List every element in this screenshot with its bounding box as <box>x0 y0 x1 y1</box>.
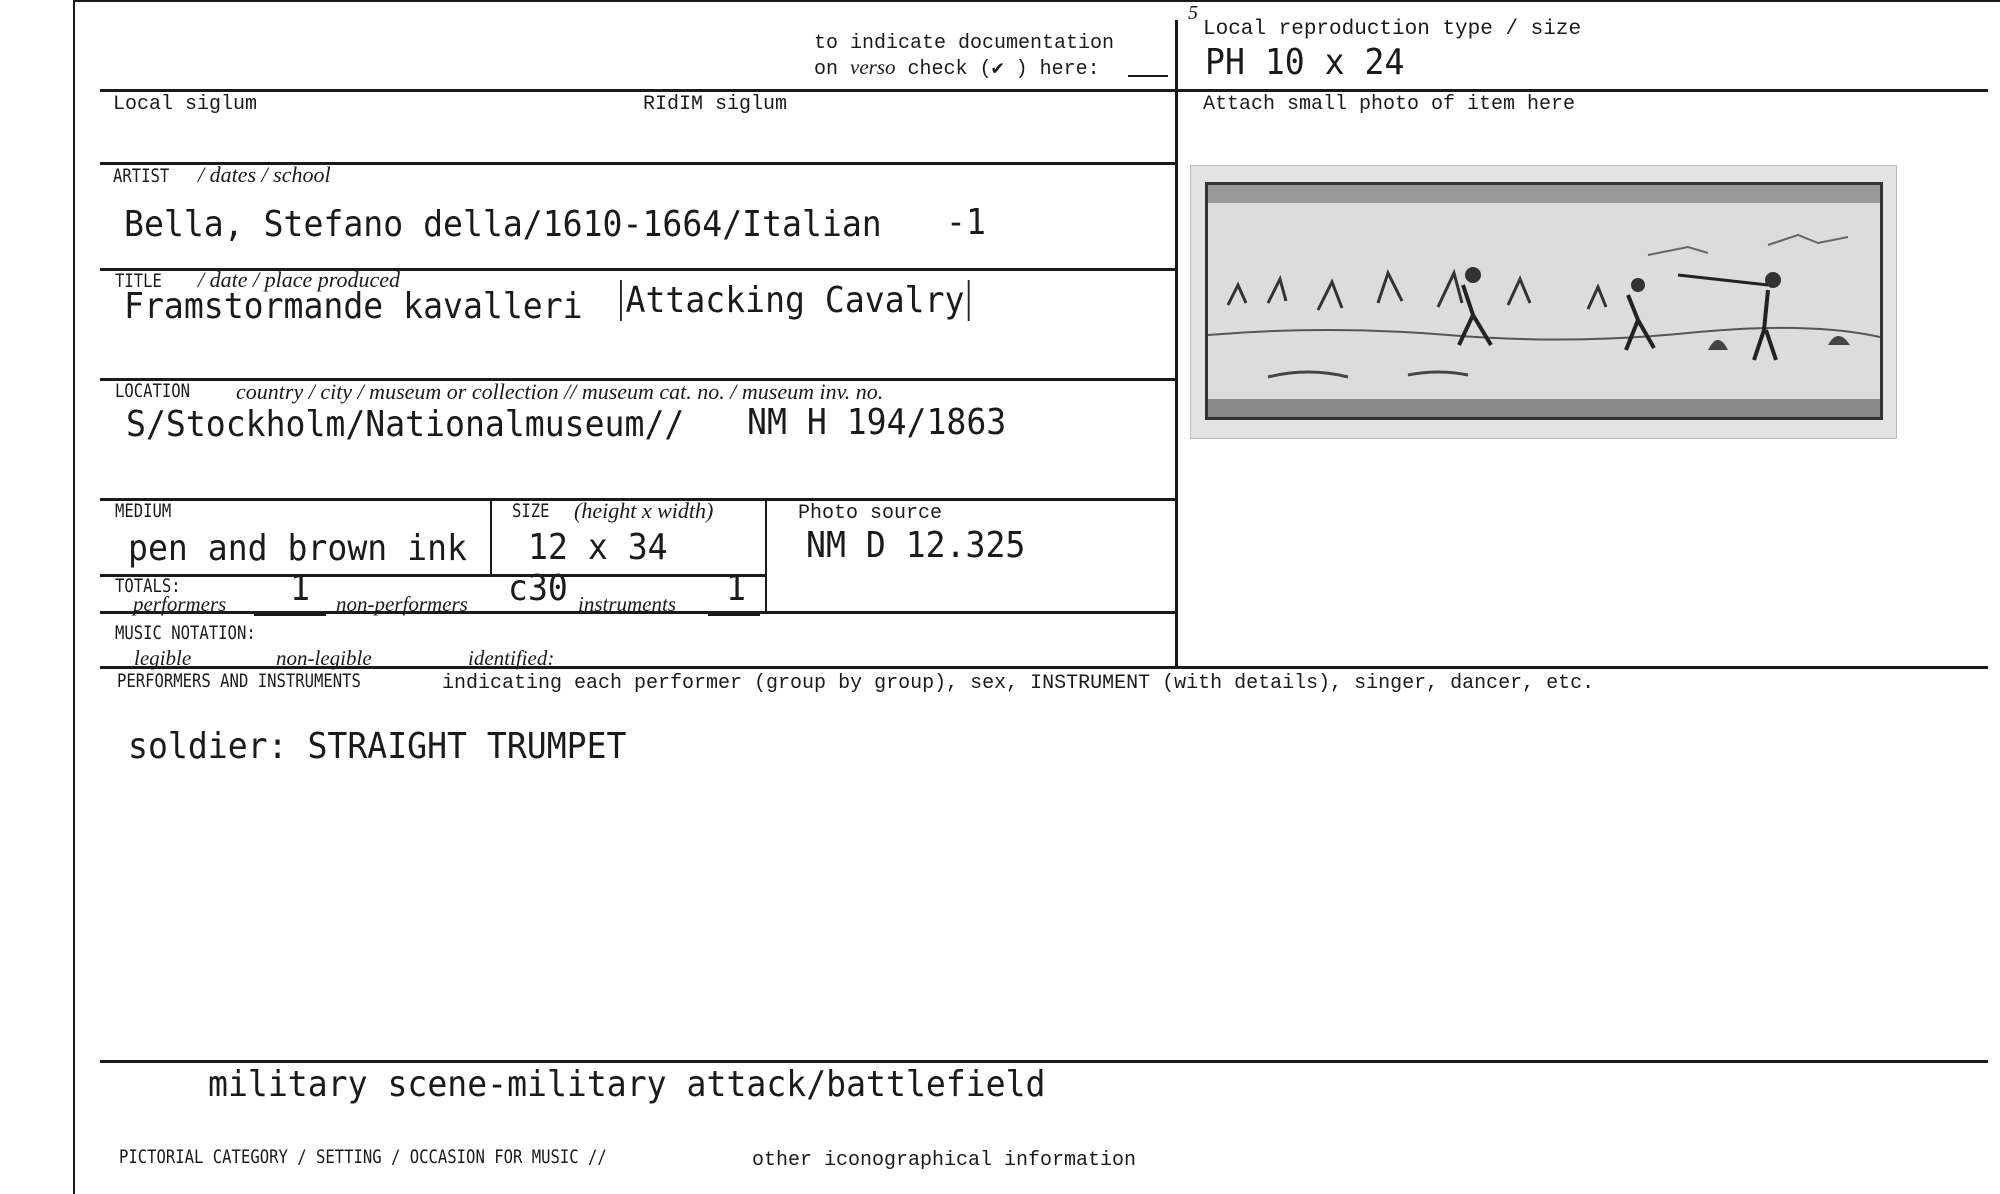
battle-scene-sketch <box>1208 185 1880 417</box>
performers-instruments-desc: indicating each performer (group by group), sex, INSTRUMENT (with details), singer, dancer, etc. <box>442 672 1595 695</box>
totals-label: TOTALS: <box>115 575 181 597</box>
identified-label: identified: <box>468 646 555 670</box>
category-label: PICTORIAL CATEGORY / SETTING / OCCASION FOR MUSIC // <box>119 1146 607 1168</box>
non-performers-label: non-performers <box>336 592 468 616</box>
title-translation-text: Attacking Cavalry <box>625 280 965 321</box>
title-label-caps: TITLE <box>115 270 162 292</box>
title-label-italic: / date / place produced <box>198 267 401 292</box>
location-label <box>115 380 190 402</box>
verso-instruction-line2 <box>814 55 1100 81</box>
location-label-caps: LOCATION <box>115 380 191 402</box>
verso-blank-line[interactable] <box>1128 75 1168 77</box>
column-divider <box>1175 20 1178 666</box>
verso-instruction-line1: to indicate documentation <box>814 32 1115 55</box>
photo-drawing <box>1205 182 1883 420</box>
card-left-border <box>73 0 75 1194</box>
non-performers-value: c30 <box>508 568 568 609</box>
check-mark-icon: ✔ <box>991 58 1004 81</box>
attach-photo-label: Attach small photo of item here <box>1203 93 1576 116</box>
verso-end: ) here: <box>1015 58 1100 81</box>
music-notation-label: MUSIC NOTATION: <box>115 622 256 644</box>
artist-label-caps: ARTIST <box>113 165 170 187</box>
performers-instruments-label: PERFORMERS AND INSTRUMENTS <box>117 670 361 692</box>
rule-medium <box>100 574 765 577</box>
medium-size-divider <box>490 498 492 576</box>
verso-post: check ( <box>907 58 992 81</box>
location-value: S/Stockholm/Nationalmuseum// <box>126 404 685 445</box>
performers-value: 1 <box>290 568 310 609</box>
verso-italic: verso <box>850 55 896 79</box>
repro-value: PH 10 x 24 <box>1205 42 1405 83</box>
photo-source-label: Photo source <box>798 502 943 525</box>
instruments-label: instruments <box>578 592 677 616</box>
artist-label <box>113 165 169 187</box>
card-number: 5 <box>1188 2 1198 24</box>
verso-pre: on <box>814 58 839 81</box>
repro-label <box>1203 18 1581 41</box>
size-label-italic: (height x width) <box>574 498 714 523</box>
title-value: Framstormande kavalleri <box>124 286 583 327</box>
instruments-blank[interactable] <box>708 614 760 616</box>
category-value: military scene-military attack/battlefield <box>208 1064 1046 1105</box>
performers-blank[interactable] <box>254 614 326 616</box>
rule-music <box>100 666 1988 669</box>
repro-label-text: Local reproduction type / size <box>1203 18 1582 41</box>
rule-category <box>100 1060 1988 1063</box>
size-label-caps: SIZE <box>512 500 550 522</box>
title-translation <box>620 280 970 321</box>
ridim-siglum-label: RIdIM siglum <box>643 93 788 116</box>
instruments-value: 1 <box>726 568 746 609</box>
artist-label-italic: / dates / school <box>198 162 331 187</box>
rule-header <box>100 89 1988 92</box>
local-siglum-label: Local siglum <box>113 93 258 116</box>
location-label-italic: country / city / museum or collection // museum cat. no. / museum inv. no. <box>236 379 884 404</box>
category-label-rest: other iconographical information <box>752 1149 1137 1172</box>
size-photo-divider <box>765 498 767 613</box>
artist-value: Bella, Stefano della/1610-1664/Italian <box>124 204 882 245</box>
location-inventory: NM H 194/1863 <box>747 402 1007 443</box>
non-legible-label: non-legible <box>276 646 372 670</box>
photo-source-value: NM D 12.325 <box>806 525 1026 566</box>
item-photo <box>1190 165 1897 439</box>
performers-value: soldier: STRAIGHT TRUMPET <box>128 726 627 767</box>
size-value: 12 x 34 <box>528 527 668 568</box>
legible-label: legible <box>134 646 192 670</box>
artist-suffix: -1 <box>946 202 986 243</box>
medium-value: pen and brown ink <box>128 528 467 569</box>
performers-label: performers <box>133 592 227 616</box>
card-top-border <box>73 0 2000 2</box>
medium-label: MEDIUM <box>115 500 172 522</box>
size-label <box>512 500 550 522</box>
